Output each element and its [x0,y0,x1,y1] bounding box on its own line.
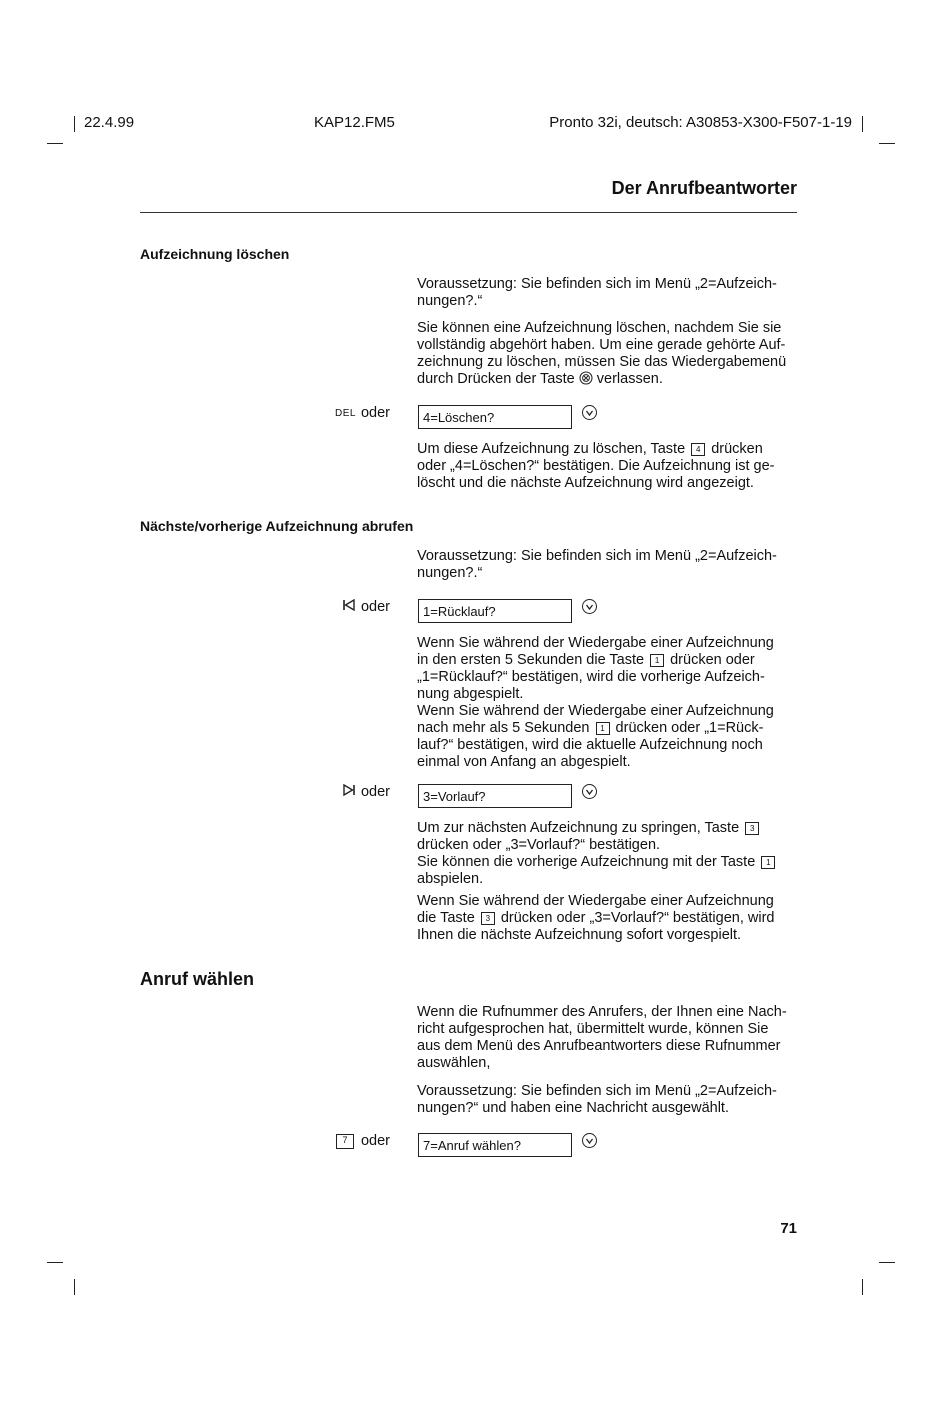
crop-mark [74,1279,75,1295]
call-explanation-text: Wenn die Rufnummer des Anrufers, der Ihnen eine Nach- richt aufgesprochen hat, übermittelt wurde, können Sie aus dem Menü des Anrufbeantworters diese Rufnummer auswählen, [417,1004,787,1071]
delete-instructions-text [417,441,802,492]
key-3: 3 [481,912,495,925]
delete-instr-b: drücken oder „4=Löschen?“ bestätigen. Die Aufzeichnung ist ge- löscht und die nächste Aufzeichnung wird angezeigt. [417,441,775,491]
rewind-b: drücken oder „1=Rücklauf?“ bestätigen, wird die vorherige Aufzeich- nung abgespielt. Wenn Sie während der Wiedergabe einer Aufzeichnung nach mehr als 5 Sekunden [417,652,774,736]
call-explanation [417,1004,802,1072]
delete-explanation-text [417,320,802,390]
ok-check-icon[interactable] [582,1133,597,1148]
page-number: 71 [780,1220,797,1237]
delete-prerequisite [417,276,802,310]
key-1: 1 [650,654,664,667]
rewind-explanation-text [417,635,802,771]
header-product: Pronto 32i, deutsch: A30853-X300-F507-1-19 [549,114,852,131]
crop-mark [74,116,75,132]
fwd-b: drücken oder „3=Vorlauf?“ bestätigen. Sie können die vorherige Aufzeichnung mit der Taste [417,837,756,870]
crop-mark [879,1262,895,1263]
display-call[interactable]: 7=Anruf wählen? [418,1133,572,1157]
back-key-label [342,599,390,615]
key-1: 1 [596,722,610,735]
crop-mark [862,1279,863,1295]
delete-instructions [417,441,802,492]
crop-mark [47,143,63,144]
skip-forward-icon [342,784,356,800]
key-4: 4 [691,443,705,456]
section-heading-call: Anruf wählen [140,969,255,989]
rewind-a: Wenn Sie während der Wiedergabe einer Aufzeichnung in den ersten 5 Sekunden die Taste [417,635,774,668]
forward-explanation-2 [417,893,802,944]
fwd-c: abspielen. [417,871,484,887]
key-3: 3 [745,822,759,835]
ok-check-icon[interactable] [582,784,597,799]
section-heading-navigate: Nächste/vorherige Aufzeichnung abrufen [140,518,414,534]
crop-mark [47,1262,63,1263]
forward-key-label [342,784,390,800]
fwd-a: Um zur nächsten Aufzeichnung zu springen, Taste [417,820,744,836]
navigate-prerequisite-text: Voraussetzung: Sie befinden sich im Menü „2=Aufzeich- nungen?.“ [417,548,777,581]
delete-instr-a: Um diese Aufzeichnung zu löschen, Taste [417,441,690,457]
chapter-title: Der Anrufbeantworter [611,178,797,198]
ok-check-icon[interactable] [582,599,597,614]
skip-back-icon [342,599,356,615]
forward-explanation-2-text [417,893,802,944]
fwd2-b: drücken oder „3=Vorlauf?“ bestätigen, wird Ihnen die nächste Aufzeichnung sofort vorgespielt. [417,910,775,943]
display-delete[interactable]: 4=Löschen? [418,405,572,429]
rewind-c: drücken oder „1=Rück- lauf?“ bestätigen, wird die aktuelle Aufzeichnung noch einmal von Anfang an abgespielt. [417,720,764,770]
navigate-prerequisite [417,548,802,582]
or-label: oder [360,599,390,615]
delete-explanation [417,320,802,390]
or-label: oder [360,405,390,421]
key-1: 1 [761,856,775,869]
crop-mark [862,116,863,132]
crop-mark [879,143,895,144]
cancel-key-icon [579,371,593,390]
forward-explanation-text [417,820,802,888]
key-7: 7 [336,1134,354,1149]
or-label: oder [360,784,390,800]
header-date: 22.4.99 [84,114,135,131]
forward-explanation [417,820,802,888]
display-forward[interactable]: 3=Vorlauf? [418,784,572,808]
fwd2-a: Wenn Sie während der Wiedergabe einer Aufzeichnung die Taste [417,893,774,926]
ok-check-icon[interactable] [582,405,597,420]
del-key: DEL [335,407,356,419]
header-file: KAP12.FM5 [314,114,395,131]
delete-key-label [335,405,390,421]
section-heading-delete: Aufzeichnung löschen [140,246,290,262]
delete-explanation-a: Sie können eine Aufzeichnung löschen, nachdem Sie sie vollständig abgehört haben. Um eine gerade gehörte Auf- zeichnung zu löschen, müssen Sie das Wiedergabemenü durch Drücken der Taste [417,320,787,387]
title-rule [140,212,797,213]
call-key-label [334,1133,390,1149]
call-prerequisite-text: Voraussetzung: Sie befinden sich im Menü „2=Aufzeich- nungen?“ und haben eine Nachricht ausgewählt. [417,1083,777,1116]
call-prerequisite [417,1083,802,1117]
delete-prerequisite-text: Voraussetzung: Sie befinden sich im Menü „2=Aufzeich- nungen?.“ [417,276,777,309]
display-rewind[interactable]: 1=Rücklauf? [418,599,572,623]
delete-explanation-b: verlassen. [592,371,663,387]
or-label: oder [360,1133,390,1149]
rewind-explanation [417,635,802,771]
